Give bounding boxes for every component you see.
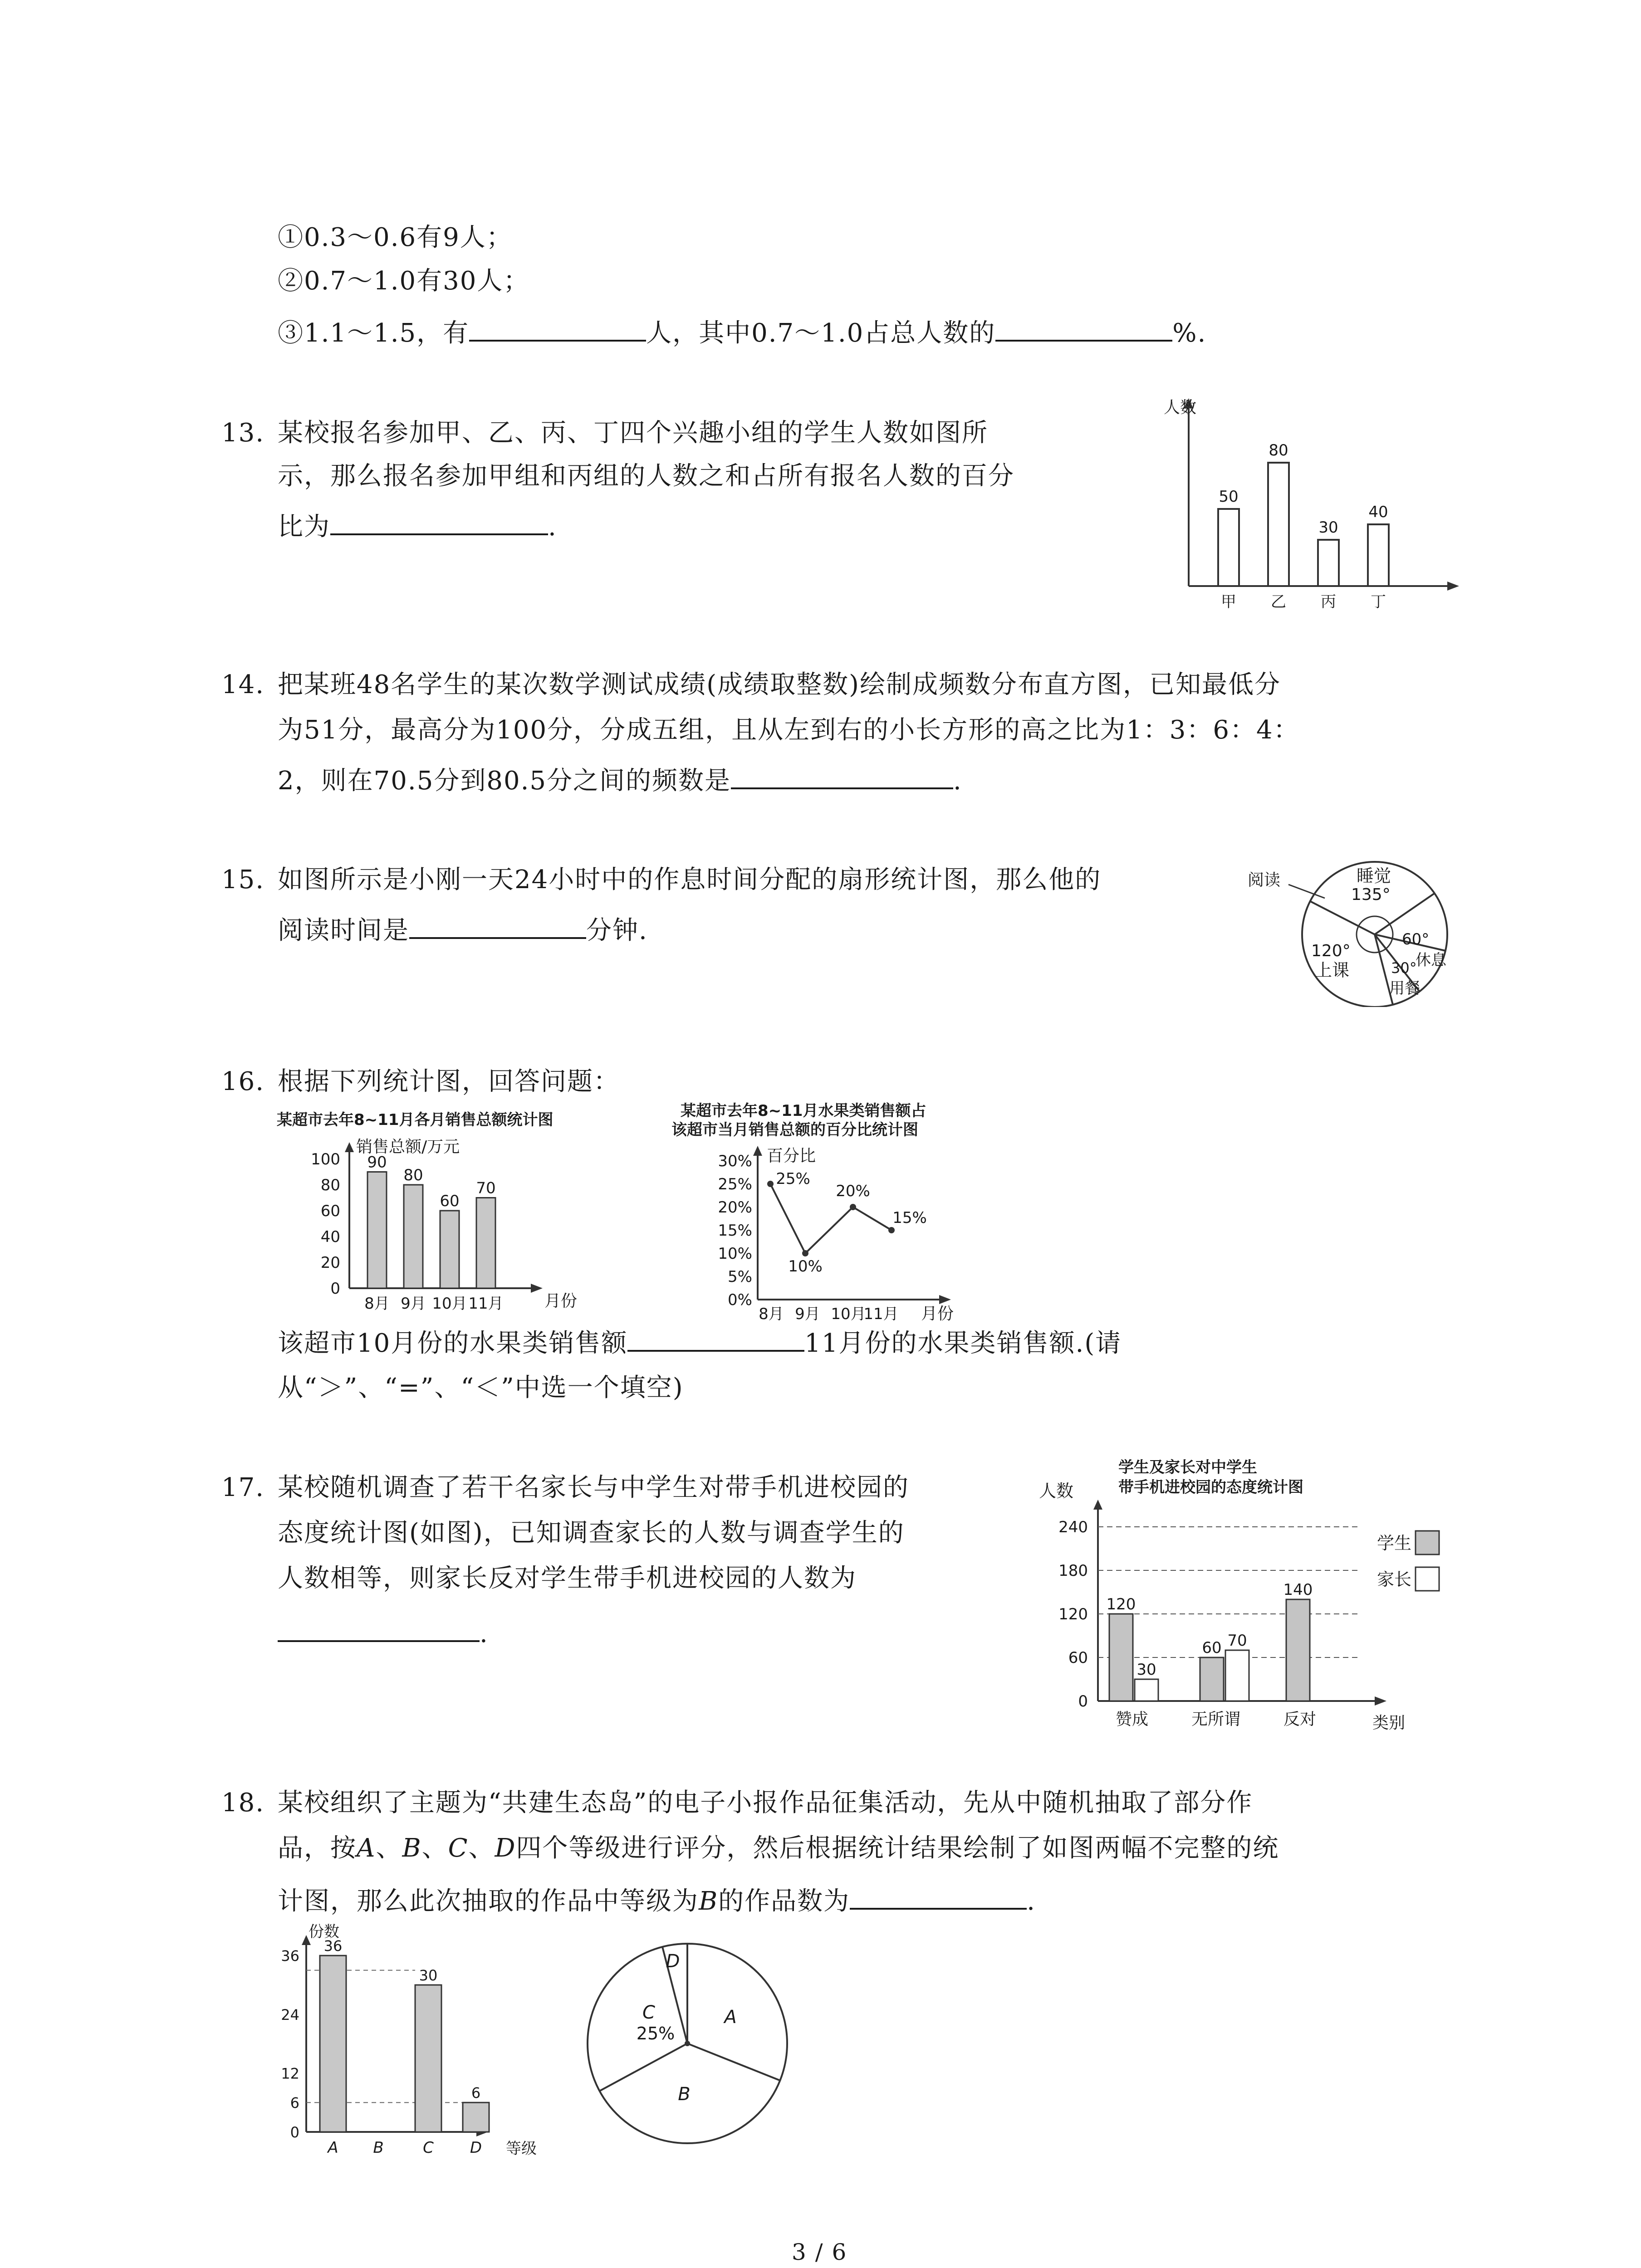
q18-line3-part-b: 的作品数为 [718,1887,850,1916]
q17-y-tick-120: 120 [1058,1605,1088,1623]
q17-line2: 态度统计图(如图)，已知调查家长的人数与调查学生的 [278,1518,905,1548]
q17-line4 [278,1615,489,1652]
q18-x-tick-B: B [373,2139,384,2157]
q15-label-sleep: 睡觉 [1357,866,1391,886]
q13-bar-3 [1318,540,1339,586]
q17-line4-end: . [480,1619,489,1648]
q13-line3-text: 比为 [278,512,330,542]
q16-number: 16. [221,1067,265,1096]
q15-label-rest-deg: 60° [1402,930,1430,948]
q16-chart1-y-tick-0: 0 [330,1280,340,1298]
q16-chart1-bar-value-3: 60 [440,1192,460,1210]
q18-grade-c: C [448,1833,469,1863]
q16-chart2-x-tick-1: 8月 [759,1305,784,1323]
q16-chart1-x-label: 月份 [544,1292,578,1310]
q16-chart2-x-tick-2: 9月 [795,1305,820,1323]
q17-student-bar-1 [1109,1614,1133,1701]
q16-answer-line2: 从“＞”、“=”、“＜”中选一个填空) [278,1373,684,1403]
q18-pie-center [685,2041,690,2046]
q13-x-tick-3: 丙 [1321,593,1336,611]
q15-label-class: 上课 [1315,960,1350,980]
q14-line2: 为51分，最高分为100分，分成五组，且从左到右的小长方形的高之比为1：3：6：4： [278,715,1300,745]
q16-chart2-x-tick-3: 10月 [831,1305,866,1323]
q17-y-arrow [1093,1500,1102,1510]
q14-line3-end: . [953,766,962,796]
q18-y-tick-0: 0 [290,2124,299,2141]
q18-pie-c-percent: 25% [636,2024,675,2043]
q16-chart2-y-arrow [753,1146,762,1156]
q17-answer-blank[interactable] [278,1615,480,1642]
q16-chart1-y-tick-40: 40 [320,1228,340,1246]
q14-answer-blank[interactable] [731,762,953,789]
q17-chart-title-1: 学生及家长对中学生 [1118,1458,1257,1476]
q16-intro: 根据下列统计图，回答问题： [278,1067,620,1096]
q13-x-tick-1: 甲 [1221,593,1236,611]
q16-fruit-percent-line-chart [653,1098,998,1325]
q13-line3-end: . [548,512,557,542]
q17-parent-bar-value-2: 70 [1227,1632,1247,1650]
q18-pie-label-C: C [642,2002,655,2023]
q15-number: 15. [221,865,265,894]
q16-chart1-x-arrow [531,1284,543,1293]
q17-legend-parent-swatch [1416,1567,1439,1591]
q18-number: 18. [221,1788,265,1818]
q18-line2-sep-3: 、 [468,1833,495,1863]
q16-answer-blank[interactable] [627,1325,804,1352]
q17-y-label: 人数 [1039,1481,1074,1501]
q17-legend-student-swatch [1416,1531,1439,1554]
q16-chart2-point-label-3: 20% [836,1182,870,1200]
q17-parent-bar-2 [1225,1650,1249,1701]
q17-x-tick-3: 反对 [1283,1710,1317,1729]
q18-grade-bar-chart [263,1914,572,2168]
q12-line3 [278,314,1206,352]
q16-chart2-point-label-2: 10% [788,1257,823,1276]
q18-x-label: 等级 [506,2140,537,2158]
q17-parent-bar-1 [1135,1679,1158,1701]
q16-chart1-y-tick-60: 60 [320,1202,340,1220]
q18-grade-d: D [495,1833,516,1863]
q16-chart2-y-label: 百分比 [767,1147,816,1165]
q16-chart1-title: 某超市去年8~11月各月销售总额统计图 [277,1111,554,1129]
q17-y-tick-60: 60 [1068,1649,1088,1667]
q18-answer-blank[interactable] [850,1882,1027,1910]
q16-chart2-point-3 [850,1204,856,1210]
q16-chart2-y-tick-0%: 0% [728,1291,752,1309]
q18-pie-label-D: D [666,1951,680,1972]
q16-chart1-x-tick-2: 9月 [401,1295,426,1313]
q16-chart2-point-label-4: 15% [892,1209,927,1227]
q18-x-tick-D: D [470,2139,482,2157]
q12-line3-part3: %. [1172,318,1207,348]
q12-line2: ②0.7～1.0有30人； [278,266,530,296]
q16-chart2-point-2 [802,1250,808,1256]
q13-bar-value-1: 50 [1219,488,1239,506]
q17-x-tick-1: 赞成 [1115,1710,1149,1729]
q17-parent-bar-value-1: 30 [1136,1661,1156,1679]
q15-line1: 如图所示是小刚一天24小时中的作息时间分配的扇形统计图，那么他的 [278,865,1102,894]
q12-answer-blank-1[interactable] [469,314,646,342]
q16-chart2-y-tick-10%: 10% [718,1245,752,1263]
q18-bar-A [320,1955,346,2132]
q18-x-tick-A: A [328,2139,338,2157]
q18-line3-grade-b: B [699,1887,719,1916]
q13-x-tick-4: 丁 [1371,593,1386,611]
q18-line3-part-a: 计图，那么此次抽取的作品中等级为 [278,1887,699,1916]
q16-answer-line1 [278,1325,1122,1362]
q17-y-tick-0: 0 [1078,1692,1088,1711]
q16-chart1-bar-1 [367,1172,387,1289]
q18-y-tick-12: 12 [281,2065,299,2082]
q16-chart2-point-1 [767,1181,774,1187]
q16-chart1-bar-4 [476,1198,495,1289]
q13-bar-1 [1218,509,1239,586]
q16-chart2-point-4 [888,1227,895,1233]
q16-answer-text-1: 该超市10月份的水果类销售额 [278,1329,628,1358]
q16-chart1-bar-2 [404,1185,423,1288]
q16-chart2-y-tick-5%: 5% [728,1268,752,1286]
q13-number: 13. [221,418,265,448]
q18-x-tick-C: C [423,2139,434,2157]
q15-label-meal-deg: 30° [1391,959,1417,977]
q17-line3: 人数相等，则家长反对学生带手机进校园的人数为 [278,1564,857,1593]
q16-chart2-y-tick-20%: 20% [718,1198,752,1217]
q16-chart1-x-tick-4: 11月 [468,1295,504,1313]
q16-chart2-title-2: 该超市当月销售总额的百分比统计图 [671,1121,918,1139]
q18-y-tick-24: 24 [281,2006,299,2024]
q16-sales-bar-chart [272,1107,653,1325]
q13-bar-value-4: 40 [1368,503,1388,521]
q16-chart2-y-tick-25%: 25% [718,1175,752,1193]
q16-answer-text-2: 11月份的水果类销售额.(请 [804,1329,1122,1358]
q15-line2-text: 阅读时间是 [278,916,409,945]
q16-chart1-bar-value-4: 70 [476,1179,496,1198]
q16-chart2-x-tick-4: 11月 [863,1305,899,1323]
q17-student-bar-value-2: 60 [1202,1639,1222,1657]
q18-line3-end: . [1027,1887,1036,1916]
q16-chart1-bar-value-1: 90 [367,1153,387,1172]
q13-answer-blank[interactable] [330,508,548,535]
q12-answer-blank-2[interactable] [995,314,1172,342]
q15-label-meal: 用餐 [1389,979,1420,997]
q18-grade-a: A [357,1833,376,1863]
q16-chart2-line [770,1184,892,1253]
q18-pie-label-B: B [678,2084,691,2105]
q17-student-bar-2 [1200,1657,1224,1701]
q13-line2: 示，那么报名参加甲组和丙组的人数之和占所有报名人数的百分 [278,461,1014,491]
q17-student-bar-value-3: 140 [1283,1581,1313,1599]
q17-line1: 某校随机调查了若干名家长与中学生对带手机进校园的 [278,1473,909,1502]
q12-line1: ①0.3～0.6有9人； [278,223,513,252]
q17-y-tick-180: 180 [1058,1562,1088,1580]
q18-line2-part-a: 品，按 [278,1833,357,1863]
q13-bar-value-2: 80 [1269,441,1288,459]
q16-chart2-y-tick-30%: 30% [718,1152,752,1170]
q18-bar-value-C: 30 [419,1967,438,1984]
q16-chart1-bar-3 [440,1211,459,1288]
q14-line3 [278,762,962,799]
q15-line2-end: 分钟. [586,916,648,945]
q16-chart1-y-tick-20: 20 [320,1254,340,1272]
q13-bar-2 [1268,463,1289,586]
q17-number: 17. [221,1473,265,1502]
q16-chart1-bar-value-2: 80 [403,1166,423,1184]
q18-line2-sep-2: 、 [421,1833,448,1863]
q14-line3-text: 2，则在70.5分到80.5分之间的频数是 [278,766,731,796]
q15-label-reading: 阅读 [1248,871,1281,890]
q15-label-class-deg: 120° [1311,942,1351,960]
q16-chart2-x-arrow [939,1295,951,1304]
q16-chart1-y-tick-80: 80 [320,1176,340,1194]
q16-chart1-x-tick-1: 8月 [364,1295,390,1313]
q16-chart2-y-tick-15%: 15% [718,1222,752,1240]
q13-bar-value-3: 30 [1318,518,1338,537]
q16-chart1-y-label: 销售总额/万元 [356,1138,460,1156]
q18-y-label: 份数 [309,1923,339,1941]
q18-line2 [278,1830,1279,1867]
q18-grade-b: B [402,1833,422,1863]
q13-x-arrow [1447,582,1459,591]
q17-legend-parent-label: 家长 [1377,1569,1412,1589]
q14-line1: 把某班48名学生的某次数学测试成绩(成绩取整数)绘制成频数分布直方图，已知最低分 [278,670,1281,699]
q16-chart2-point-label-1: 25% [776,1170,810,1188]
q14-number: 14. [221,670,265,699]
q17-y-tick-240: 240 [1058,1518,1088,1536]
q13-line3 [278,508,557,545]
q17-x-arrow [1375,1696,1386,1706]
q18-bar-value-D: 6 [471,2084,481,2102]
q12-line3-part2: 人，其中0.7～1.0占总人数的 [646,318,996,348]
q16-chart2-x-label: 月份 [921,1305,954,1323]
q17-x-label: 类别 [1372,1714,1406,1732]
q18-line1: 某校组织了主题为“共建生态岛”的电子小报作品征集活动，先从中随机抽取了部分作 [278,1788,1253,1818]
q17-chart-title-2: 带手机进校园的态度统计图 [1118,1478,1303,1496]
q13-bar-4 [1368,524,1389,586]
q17-x-tick-2: 无所谓 [1191,1710,1241,1729]
q16-chart1-y-arrow [345,1142,354,1152]
q15-answer-blank[interactable] [409,912,586,939]
q18-bar-C [415,1985,441,2132]
q18-grade-pie-chart [581,1923,798,2159]
q17-student-bar-value-1: 120 [1106,1595,1136,1613]
q18-y-tick-36: 36 [281,1947,299,1965]
q18-line2-part-b: 四个等级进行评分，然后根据统计结果绘制了如图两幅不完整的统 [516,1833,1279,1863]
q16-chart1-x-tick-3: 10月 [432,1295,467,1313]
q12-line3-part1: ③1.1～1.5，有 [278,318,470,348]
q17-attitude-bar-chart [1034,1456,1461,1737]
q16-chart2-title-1: 某超市去年8~11月水果类销售额占 [681,1102,926,1120]
q17-student-bar-3 [1286,1599,1310,1701]
q15-label-sleep-deg: 135° [1351,885,1391,904]
q15-line2 [278,912,648,949]
page-number: 3 / 6 [792,2239,847,2265]
q18-bar-value-A: 36 [323,1937,343,1955]
q16-chart1-y-tick-100: 100 [311,1150,340,1168]
q13-line1: 某校报名参加甲、乙、丙、丁四个兴趣小组的学生人数如图所 [278,418,988,448]
q15-label-rest: 休息 [1416,951,1446,969]
q18-pie-label-A: A [724,2007,737,2028]
q13-y-label: 人数 [1164,398,1197,417]
q18-y-tick-6: 6 [290,2094,299,2112]
q18-line2-sep-1: 、 [376,1833,402,1863]
q13-x-tick-2: 乙 [1271,593,1286,611]
q15-pie-chart [1243,844,1461,1007]
q13-bar-chart [1161,390,1465,617]
q17-legend-student-label: 学生 [1377,1533,1412,1553]
q18-bar-D [463,2102,489,2132]
